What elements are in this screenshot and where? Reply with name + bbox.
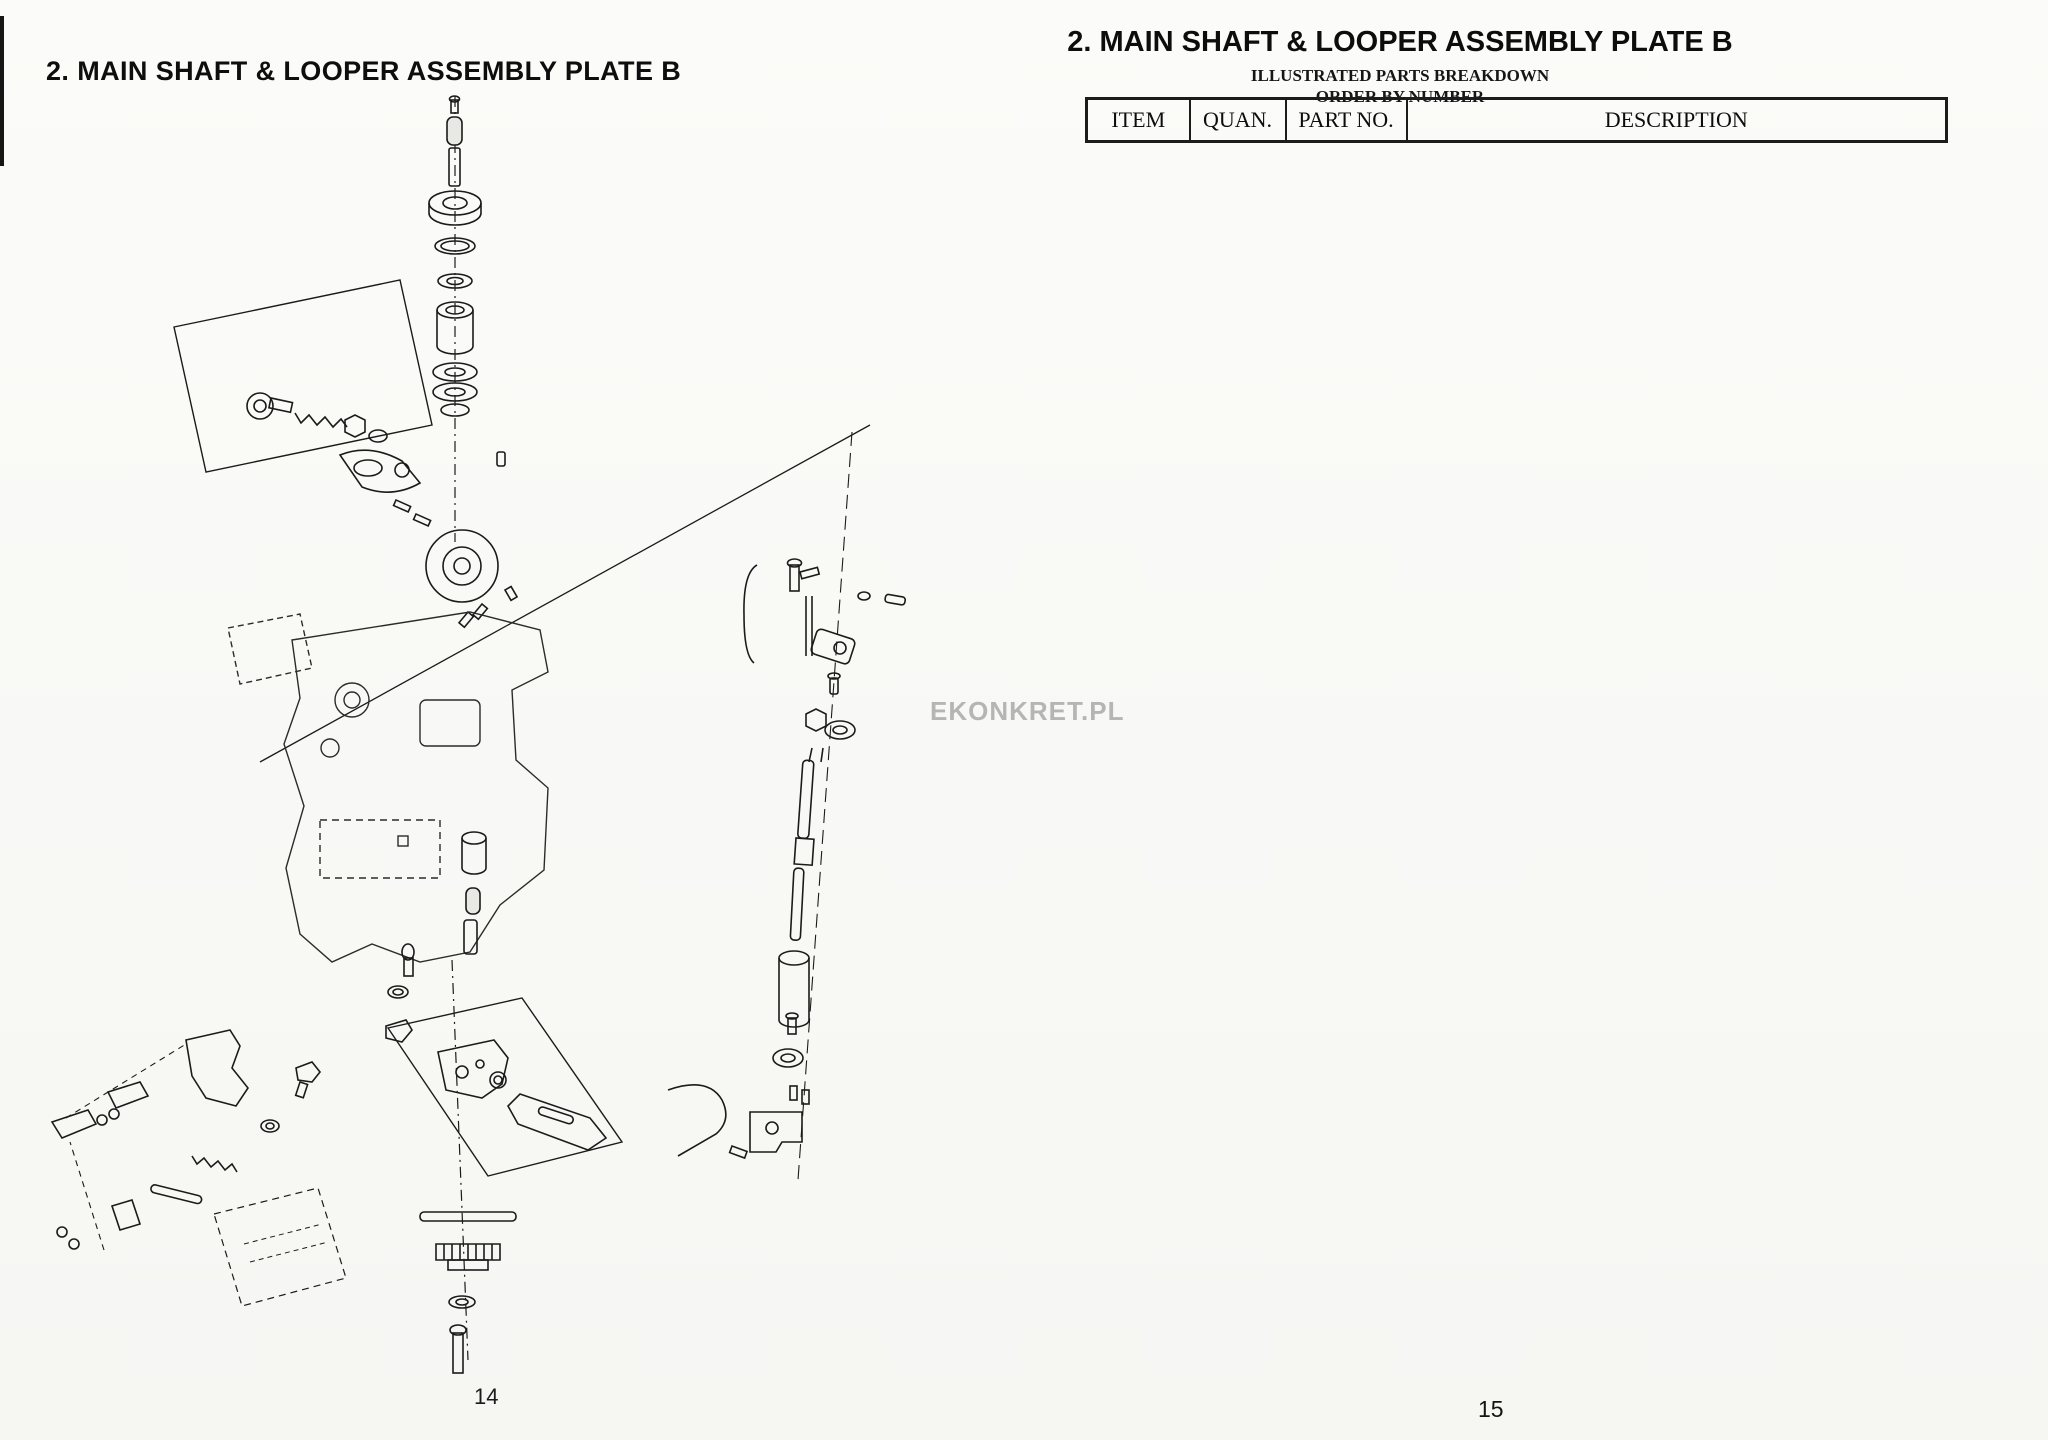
- col-header-description: DESCRIPTION: [1407, 99, 1947, 142]
- col-header-quan: QUAN.: [1190, 99, 1286, 142]
- left-page-title: 2. MAIN SHAFT & LOOPER ASSEMBLY PLATE B: [46, 56, 682, 86]
- col-header-part-no: PART NO.: [1286, 99, 1407, 142]
- right-page-subtitle-1: ILLUSTRATED PARTS BREAKDOWN: [1250, 66, 1550, 85]
- looper-shaft-chain: [668, 559, 906, 1158]
- front-bushing-stack: [462, 832, 486, 954]
- watermark: EKONKRET.PL: [930, 696, 1125, 726]
- right-page-subtitle-2: ORDER BY NUMBER: [1315, 87, 1485, 106]
- exploded-parts-diagram: [0, 0, 1020, 1440]
- main-shaft-stack: [429, 96, 481, 416]
- housing-casting: [228, 612, 548, 962]
- parts-table: [1085, 97, 1948, 143]
- carrier-block-chain: [386, 944, 622, 1373]
- right-page-title: 2. MAIN SHAFT & LOOPER ASSEMBLY PLATE B: [1067, 26, 1733, 58]
- col-header-item: ITEM: [1087, 99, 1190, 142]
- diagram-linework: [52, 96, 906, 1373]
- parts-table-header-row: [1087, 99, 1947, 142]
- knife-assembly: [52, 1030, 346, 1306]
- left-page-number: 14: [474, 1384, 499, 1409]
- right-page-number: 15: [1478, 1396, 1504, 1422]
